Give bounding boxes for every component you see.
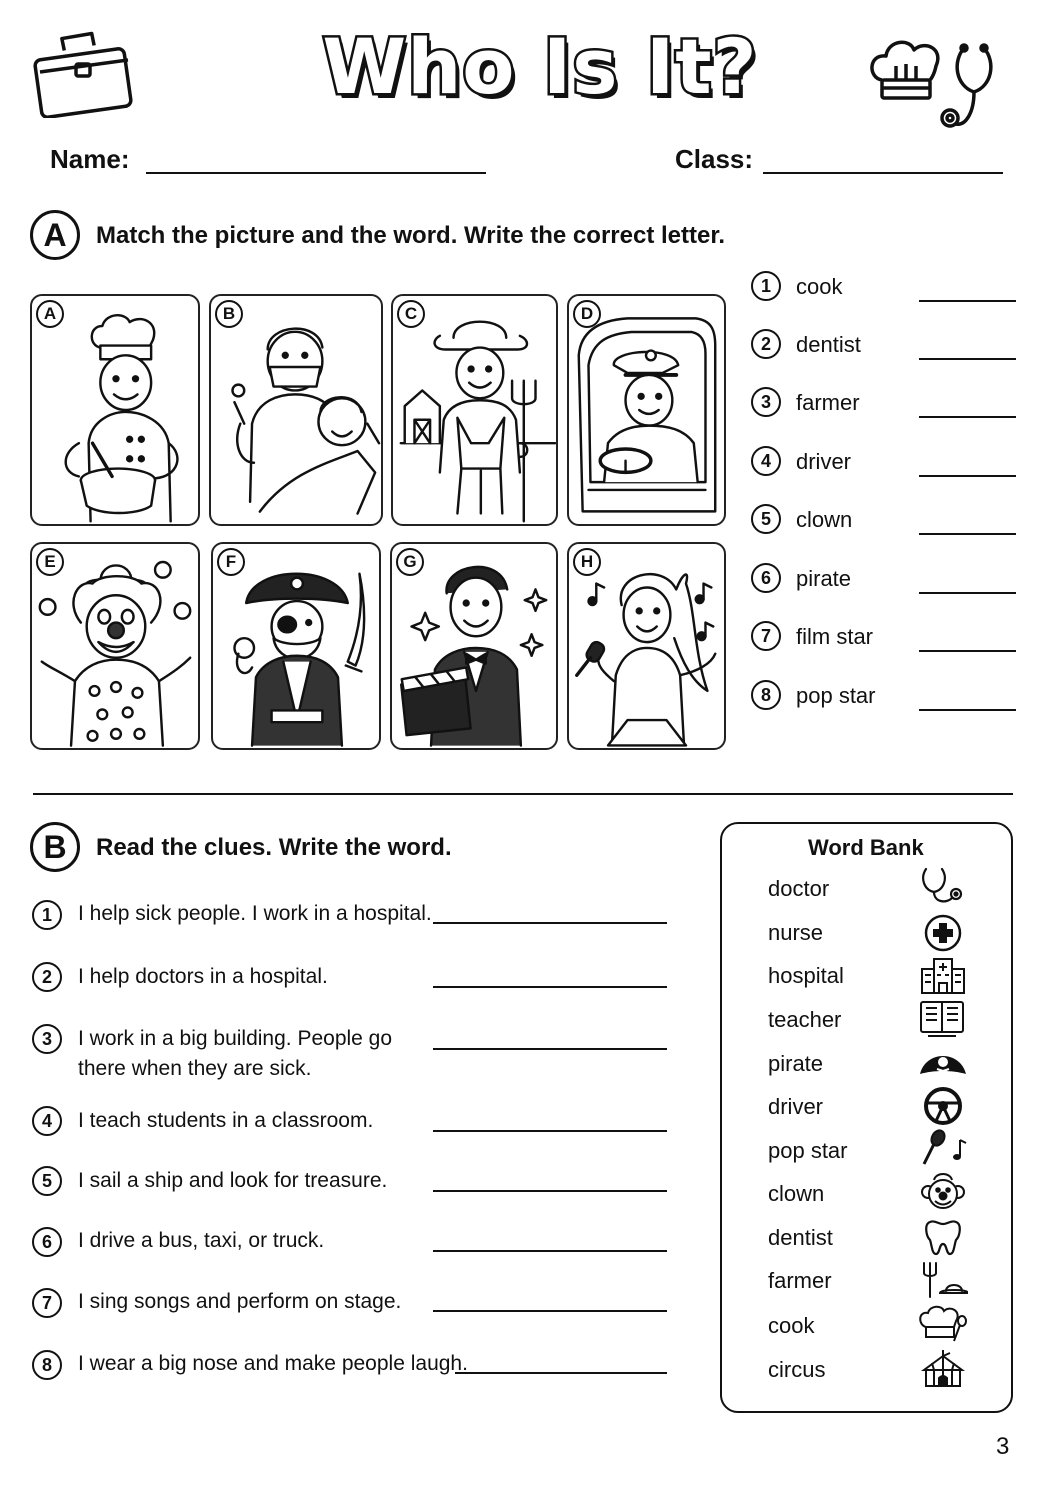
- clue-text: I wear a big nose and make people laugh.: [78, 1352, 468, 1375]
- word-bank-word: pirate: [768, 1051, 824, 1076]
- clue-answer-line[interactable]: [433, 1310, 667, 1312]
- clue-text-line2: there when they are sick.: [78, 1057, 312, 1080]
- clue-number: 8: [32, 1350, 62, 1380]
- film-star-illustration: [392, 544, 556, 748]
- clown-illustration: [32, 544, 198, 748]
- name-label: Name:: [50, 144, 130, 174]
- picture-letter: A: [36, 300, 64, 328]
- clue-text: I drive a bus, taxi, or truck.: [78, 1229, 325, 1252]
- picture-card-pirate: [211, 542, 381, 750]
- match-word: film star: [796, 624, 873, 649]
- match-number: 1: [751, 271, 781, 301]
- match-number: 6: [751, 563, 781, 593]
- picture-card-clown: [30, 542, 200, 750]
- clue-text: I work in a big building. People go: [78, 1027, 393, 1050]
- clue-number: 1: [32, 900, 62, 930]
- match-number: 7: [751, 621, 781, 651]
- picture-card-cook: [30, 294, 200, 526]
- picture-letter: B: [215, 300, 243, 328]
- picture-card-dentist: [209, 294, 383, 526]
- picture-card-driver: [567, 294, 726, 526]
- match-number: 4: [751, 446, 781, 476]
- word-bank-word: circus: [768, 1357, 826, 1382]
- dentist-illustration: [211, 296, 381, 524]
- picture-card-film-star: [390, 542, 558, 750]
- clue-answer-line[interactable]: [433, 1250, 667, 1252]
- word-bank-word: teacher: [768, 1007, 842, 1032]
- match-answer-line[interactable]: [919, 300, 1016, 302]
- medical-cross-icon: [918, 912, 968, 952]
- farmer-illustration: [393, 296, 556, 524]
- stethoscope-icon: [918, 866, 968, 906]
- pirate-illustration: [213, 544, 379, 748]
- clue-number: 7: [32, 1288, 62, 1318]
- match-word: farmer: [796, 390, 860, 415]
- word-bank-title: Word Bank: [808, 835, 924, 860]
- word-bank-word: pop star: [768, 1138, 848, 1163]
- clown-face-icon: [918, 1172, 968, 1212]
- clue-answer-line[interactable]: [455, 1372, 667, 1374]
- picture-letter: D: [573, 300, 601, 328]
- clue-text: I sail a ship and look for treasure.: [78, 1169, 388, 1192]
- class-answer-line[interactable]: [763, 172, 1003, 174]
- picture-letter: E: [36, 548, 64, 576]
- section-a-instruction: Match the picture and the word. Write the correct letter.: [96, 222, 726, 249]
- chef-hat-spoon-icon: [918, 1303, 968, 1343]
- match-word: pop star: [796, 683, 876, 708]
- picture-letter: G: [396, 548, 424, 576]
- match-word: clown: [796, 507, 853, 532]
- clue-number: 6: [32, 1227, 62, 1257]
- word-bank-word: clown: [768, 1181, 825, 1206]
- clue-answer-line[interactable]: [433, 1048, 667, 1050]
- pirate-hat-icon: [918, 1042, 968, 1082]
- picture-card-farmer: [391, 294, 558, 526]
- class-label: Class:: [675, 144, 754, 174]
- book-board-icon: [918, 998, 968, 1038]
- hospital-icon: [918, 955, 968, 995]
- clue-number: 2: [32, 962, 62, 992]
- match-answer-line[interactable]: [919, 709, 1016, 711]
- match-answer-line[interactable]: [919, 416, 1016, 418]
- tooth-icon: [918, 1216, 968, 1256]
- steering-wheel-icon: [918, 1085, 968, 1125]
- match-answer-line[interactable]: [919, 358, 1016, 360]
- match-answer-line[interactable]: [919, 592, 1016, 594]
- name-answer-line[interactable]: [146, 172, 486, 174]
- clue-number: 3: [32, 1024, 62, 1054]
- word-bank-word: doctor: [768, 876, 830, 901]
- section-a-badge: A: [30, 210, 80, 260]
- section-divider: [33, 793, 1013, 795]
- picture-letter: C: [397, 300, 425, 328]
- microphone-note-icon: [918, 1128, 968, 1168]
- clue-text: I sing songs and perform on stage.: [78, 1290, 402, 1313]
- word-bank-box: [720, 822, 1013, 1413]
- section-b-badge: B: [30, 822, 80, 872]
- circus-tent-icon: [918, 1348, 968, 1388]
- word-bank-word: cook: [768, 1313, 815, 1338]
- clue-text: I help sick people. I work in a hospital.: [78, 902, 432, 925]
- clue-text: I help doctors in a hospital.: [78, 965, 328, 988]
- clue-answer-line[interactable]: [433, 1130, 667, 1132]
- match-number: 5: [751, 504, 781, 534]
- match-number: 2: [751, 329, 781, 359]
- stethoscope-icon: [934, 40, 1014, 132]
- page-number: 3: [996, 1433, 1010, 1460]
- word-bank-word: farmer: [768, 1268, 832, 1293]
- page-title: Who Is It?: [322, 22, 758, 111]
- match-answer-line[interactable]: [919, 475, 1016, 477]
- match-number: 3: [751, 387, 781, 417]
- clue-answer-line[interactable]: [433, 1190, 667, 1192]
- driver-illustration: [569, 296, 724, 524]
- clue-number: 5: [32, 1166, 62, 1196]
- picture-letter: H: [573, 548, 601, 576]
- clue-text: I teach students in a classroom.: [78, 1109, 374, 1132]
- picture-card-pop-star: [567, 542, 726, 750]
- cook-illustration: [32, 296, 198, 524]
- match-number: 8: [751, 680, 781, 710]
- match-answer-line[interactable]: [919, 650, 1016, 652]
- word-bank-word: nurse: [768, 920, 824, 945]
- picture-letter: F: [217, 548, 245, 576]
- clue-answer-line[interactable]: [433, 922, 667, 924]
- section-b-instruction: Read the clues. Write the word.: [96, 834, 452, 861]
- match-answer-line[interactable]: [919, 533, 1016, 535]
- word-bank-word: driver: [768, 1094, 824, 1119]
- clue-number: 4: [32, 1106, 62, 1136]
- briefcase-icon: [30, 28, 134, 118]
- match-word: dentist: [796, 332, 861, 357]
- match-word: cook: [796, 274, 843, 299]
- pitchfork-hat-icon: [918, 1259, 968, 1299]
- clue-answer-line[interactable]: [433, 986, 667, 988]
- word-bank-word: hospital: [768, 963, 844, 988]
- match-word: pirate: [796, 566, 852, 591]
- match-word: driver: [796, 449, 852, 474]
- word-bank-word: dentist: [768, 1225, 833, 1250]
